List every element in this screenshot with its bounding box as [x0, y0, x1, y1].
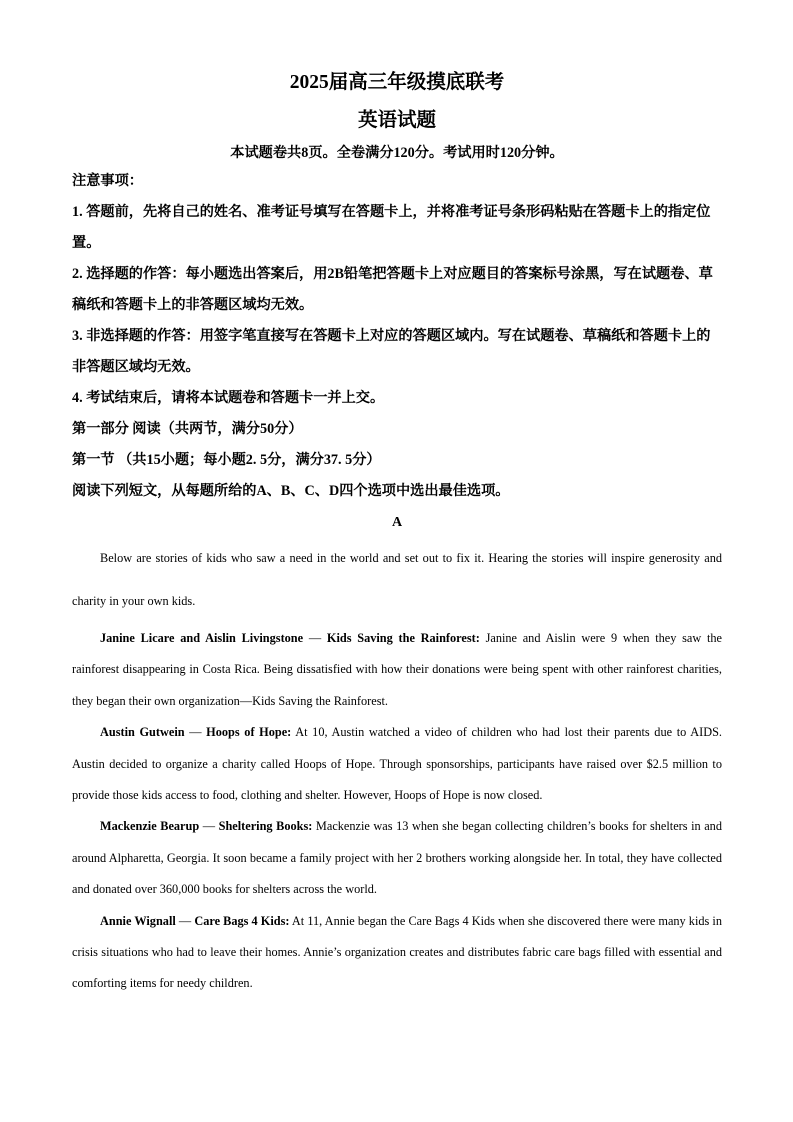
story-dash: — — [199, 819, 219, 834]
story-text: At 10, Austin watched a video of children who had lost their parents due to AIDS. Austin decided to organize a charity called Hoops of Hope. Through sponsorships, participants have raised over $2.5 million to provide those kids access to food, clothing and shelter. However, Hoops of Hope is now closed. — [72, 725, 722, 803]
story-names: Janine Licare and Aislin Livingstone — [100, 631, 304, 645]
notice-item: 2. 选择题的作答：每小题选出答案后，用2B铅笔把答题卡上对应题目的答案标号涂黑，写在试题卷、草稿纸和答题卡上的非答题区域均无效。 — [72, 266, 713, 313]
story-paragraph — [72, 623, 722, 717]
story-names: Austin Gutwein — [100, 725, 185, 740]
story-org: Hoops of Hope: — [206, 725, 292, 740]
story-dash: — — [175, 913, 195, 928]
story-dash: — — [184, 725, 207, 740]
story-text: Mackenzie was 13 when she began collecting children’s books for shelters in and around Alpharetta, Georgia. It soon became a family project with her 2 brothers working alongside her. In total, they have collected and donated over 360,000 books for shelters across the world. — [72, 819, 722, 897]
notice-item: 4. 考试结束后，请将本试题卷和答题卡一并上交。 — [72, 390, 385, 406]
subject-title: 英语试题 — [357, 110, 436, 131]
story-names: Mackenzie Bearup — [100, 819, 200, 834]
notice-heading: 注意事项： — [72, 173, 143, 189]
passage-intro: Below are stories of kids who saw a need in the world and set out to fix it. Hearing the stories will inspire generosity and charity in your own kids. — [72, 551, 722, 608]
story-org: Sheltering Books: — [218, 819, 313, 834]
passage-letter: A — [391, 515, 403, 530]
story-org: Kids Saving the Rainforest: — [326, 631, 480, 645]
story-org: Care Bags 4 Kids: — [194, 913, 290, 928]
section-title: 第一节 （共15小题；每小题2. 5分，满分37. 5分） — [72, 452, 381, 468]
story-text: Janine and Aislin were 9 when they saw the rainforest disappearing in Costa Rica. Being dissatisfied with how their donations were being spent with other rainforest charities, they began their own organization—Kids Saving the Rainforest. — [72, 631, 723, 708]
story-paragraph — [72, 717, 722, 811]
story-text: At 11, Annie began the Care Bags 4 Kids when she discovered there were many kids in crisis situations who had to leave their homes. Annie’s organization creates and distributes fabric care bags filled with essential and comforting items for needy children. — [72, 913, 722, 991]
section-instruction: 阅读下列短文，从每题所给的A、B、C、D四个选项中选出最佳选项。 — [72, 483, 510, 499]
exam-title: 2025届高三年级摸底联考 — [289, 72, 505, 93]
notice-item: 1. 答题前，先将自己的姓名、准考证号填写在答题卡上，并将准考证号条形码粘贴在答题卡上的指定位置。 — [72, 204, 711, 251]
exam-info: 本试题卷共8页。全卷满分120分。考试用时120分钟。 — [230, 145, 564, 161]
notice-item: 3. 非选择题的作答：用签字笔直接写在答题卡上对应的答题区域内。写在试题卷、草稿纸和答题卡上的非答题区域均无效。 — [72, 328, 711, 375]
story-paragraph — [72, 811, 722, 905]
story-paragraph — [72, 906, 722, 1000]
story-names: Annie Wignall — [100, 913, 176, 928]
story-dash: — — [303, 631, 327, 645]
exam-page — [72, 66, 722, 1000]
part-title: 第一部分 阅读（共两节，满分50分） — [72, 421, 303, 437]
